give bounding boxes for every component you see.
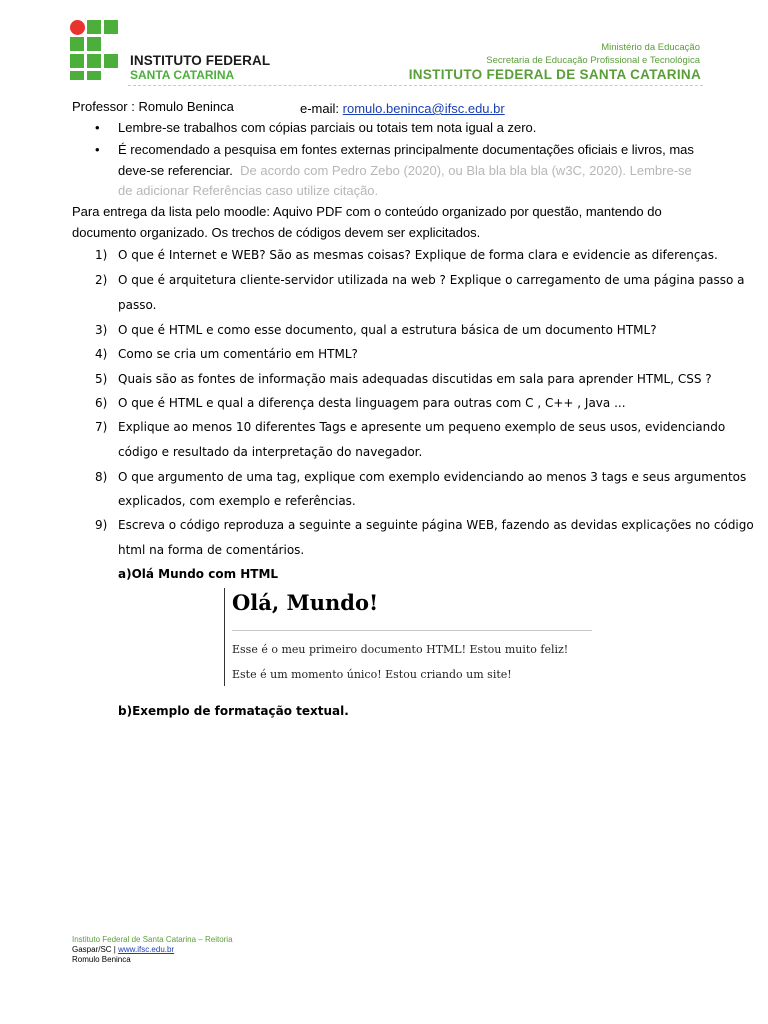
question-number: 2)	[95, 273, 108, 287]
logo-square	[87, 54, 101, 68]
question-number: 5)	[95, 372, 108, 386]
logo-square	[70, 54, 84, 68]
example-paragraph: Este é um momento único! Estou criando um site!	[232, 668, 512, 681]
subsection-b-title: b)Exemplo de formatação textual.	[118, 704, 349, 718]
logo-square	[104, 54, 118, 68]
bullet-symbol: •	[95, 142, 100, 157]
question-text: O que é HTML e qual a diferença desta linguagem para outras com C , C++ , Java ...	[118, 396, 626, 410]
instructions-line: Para entrega da lista pelo moodle: Aquivo PDF com o conteúdo organizado por questão, mantendo do	[72, 204, 662, 219]
bullet-example-citation-cont: de adicionar Referências caso utilize citação.	[118, 183, 379, 198]
institute-name: INSTITUTO FEDERAL DE SANTA CATARINA	[408, 67, 701, 82]
footer-location	[72, 945, 174, 955]
example-paragraph: Esse é o meu primeiro documento HTML! Estou muito feliz!	[232, 643, 569, 656]
question-text-cont: html na forma de comentários.	[118, 543, 305, 557]
question-number: 6)	[95, 396, 108, 410]
bullet-text: Lembre-se trabalhos com cópias parciais ou totais tem nota igual a zero.	[118, 120, 537, 135]
logo-subtitle: SANTA CATARINA	[130, 68, 235, 82]
footer-website-link[interactable]: www.ifsc.edu.br	[118, 945, 175, 954]
subsection-a-title: a)Olá Mundo com HTML	[118, 567, 279, 581]
bullet-text-part: deve-se referenciar.	[118, 163, 233, 178]
question-text: Explique ao menos 10 diferentes Tags e apresente um pequeno exemplo de seus usos, evidenciando	[118, 420, 726, 434]
bullet-symbol: •	[95, 120, 100, 135]
logo-red-dot	[70, 20, 85, 35]
logo-square	[70, 71, 84, 80]
logo-square	[87, 20, 101, 34]
question-text: O que é HTML e como esse documento, qual a estrutura básica de um documento HTML?	[118, 323, 657, 337]
footer-author: Romulo Beninca	[72, 955, 131, 964]
professor-name: Professor : Romulo Benincа	[72, 99, 234, 114]
logo-square	[87, 71, 101, 80]
bullet-text-cont	[118, 161, 692, 181]
question-text-cont: código e resultado da interpretação do navegador.	[118, 445, 423, 459]
question-text-cont: explicados, com exemplo e referências.	[118, 494, 356, 508]
question-text-cont: passo.	[118, 298, 157, 312]
example-heading: Olá, Mundo!	[232, 590, 379, 615]
question-text: O que argumento de uma tag, explique com exemplo evidenciando ao menos 3 tags e seus argumentos	[118, 470, 747, 484]
question-text: Escreva o código reproduza a seguinte a seguinte página WEB, fazendo as devidas explicações no código	[118, 518, 754, 532]
question-number: 3)	[95, 323, 108, 337]
ministry-label: Ministério da Educação	[601, 42, 700, 53]
logo-title: INSTITUTO FEDERAL	[130, 53, 271, 68]
question-number: 1)	[95, 248, 108, 262]
secretaria-label: Secretaria de Educação Profissional e Tecnológica	[486, 55, 700, 66]
bullet-example-citation: De acordo com Pedro Zebo (2020), ou Bla bla bla bla (w3C, 2020). Lembre-se	[240, 163, 692, 178]
logo-square	[87, 37, 101, 51]
question-text: O que é arquitetura cliente-servidor utilizada na web ? Explique o carregamento de uma página passo a	[118, 273, 745, 287]
header-divider	[128, 85, 703, 86]
instructions-line: documento organizado. Os trechos de códigos devem ser explicitados.	[72, 225, 481, 240]
email-line	[300, 99, 505, 119]
question-number: 8)	[95, 470, 108, 484]
question-text: Quais são as fontes de informação mais adequadas discutidas em sala para aprender HTML, CSS ?	[118, 372, 712, 386]
logo-square	[70, 37, 84, 51]
footer-institution: Instituto Federal de Santa Catarina – Reitoria	[72, 935, 233, 944]
email-link[interactable]: romulo.beninca@ifsc.edu.br	[342, 101, 505, 116]
question-text: O que é Internet e WEB? São as mesmas coisas? Explique de forma clara e evidencie as diferenças.	[118, 248, 718, 262]
bullet-text: É recomendado a pesquisa em fontes externas principalmente documentações oficiais e livros, mas	[118, 142, 694, 157]
footer-city: Gaspar/SC |	[72, 945, 119, 954]
question-number: 4)	[95, 347, 108, 361]
example-rule	[232, 630, 592, 631]
question-number: 9)	[95, 518, 108, 532]
ifsc-logo	[70, 20, 118, 80]
question-number: 7)	[95, 420, 108, 434]
email-label: e-mail:	[300, 101, 340, 116]
question-text: Como se cria um comentário em HTML?	[118, 347, 358, 361]
logo-square	[104, 20, 118, 34]
